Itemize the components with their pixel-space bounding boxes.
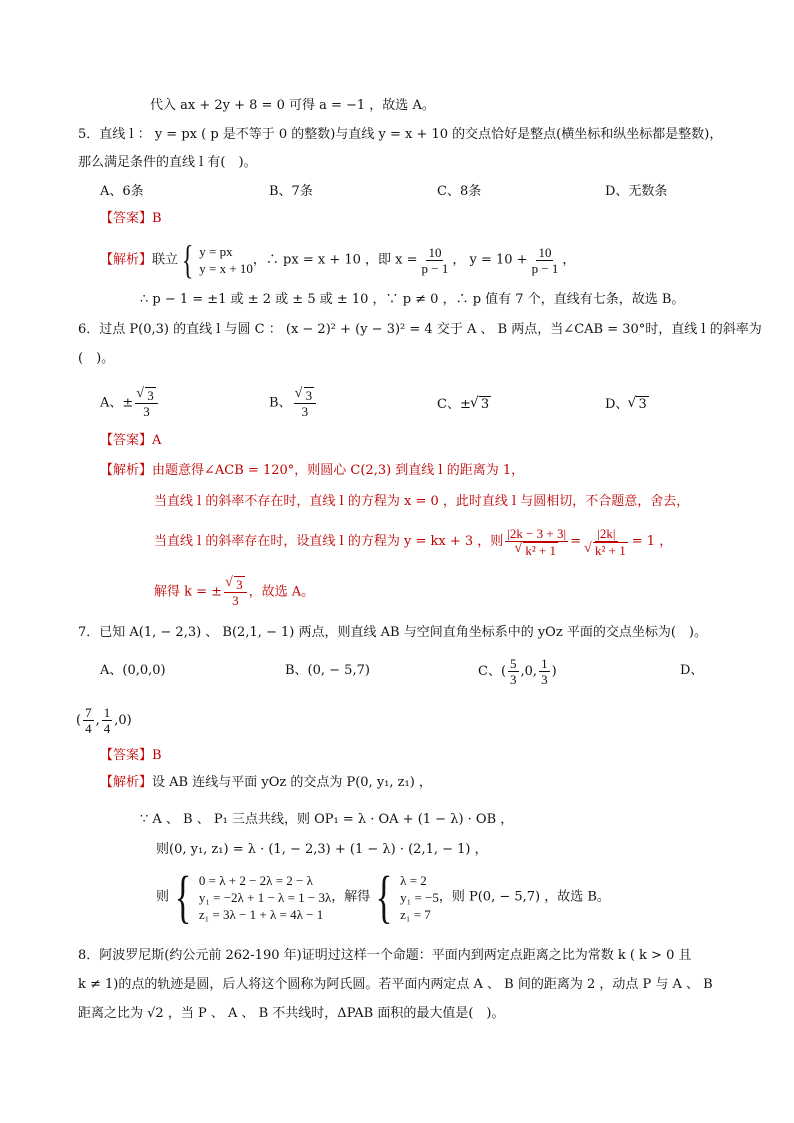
- q6-answer: 【答案】A: [100, 433, 162, 448]
- analysis-text: ，∴ px = x + 10 ，即 x =: [252, 252, 418, 268]
- equation-system: { 0 = λ + 2 − 2λ = 2 − λ y₁ = −2λ + 1 − λ = 1 − 3λ z₁ = 3λ − 1 + λ = 4λ − 1: [174, 864, 332, 929]
- analysis-label: 【解析】: [100, 252, 153, 268]
- q6-analysis-1: 【解析】由题意得∠ACB = 120°，则圆心 C(2,3) 到直线 l 的距离为 1，: [100, 463, 525, 478]
- q6-option-b: B、 √ $\frac{3}{3}$: [269, 387, 318, 419]
- question-8-line-1: 8．阿波罗尼斯(约公元前 262-190 年)证明过这样一个命题：平面内到两定点距离之比为常数 k ( k > 0 且: [78, 948, 692, 963]
- q6-analysis-4: 解得 k = ± √ $\frac{3}{3}$ ，故选 A。: [154, 576, 314, 608]
- q5-analysis-line-1: [100, 237, 576, 282]
- sys-row: y = x + 10: [199, 261, 253, 276]
- q5-option-c: C、8条: [437, 184, 482, 199]
- fraction: $\frac{10}{p - 1}$: [531, 244, 559, 276]
- question-5-stem-2: 那么满足条件的直线 l 有( )。: [78, 155, 257, 170]
- sys-lead: 联立: [152, 252, 179, 268]
- q7-analysis-3: 则(0, y₁, z₁) = λ · (1, − 2,3) + (1 − λ) · (2,1, − 1) ，: [156, 842, 488, 857]
- q7-option-b: B、(0, − 5,7): [285, 663, 370, 678]
- sys-row: y = px: [199, 244, 233, 259]
- question-8-line-2: k ≠ 1)的点的轨迹是圆，后人将这个圆称为阿氏圆。若平面内两定点 A 、 B 间的距离为 2 ，动点 P 与 A 、 B: [78, 977, 713, 992]
- q7-analysis-4: 则 { 0 = λ + 2 − 2λ = 2 − λ y₁ = −2λ + 1 − λ = 1 − 3λ z₁ = 3λ − 1 + λ = 4λ − 1 ，解得 { λ = 2 y₁ = −5 z₁ = 7 ，则 P(0, − 5,7) ，故选 B。: [156, 864, 610, 929]
- q7-option-d: D、: [680, 663, 704, 678]
- q5-option-d: D、无数条: [605, 184, 668, 199]
- q6-option-c: C、±√ 3: [437, 396, 491, 413]
- q7-option-d-value: ( $\frac{7}{4}$ , $\frac{1}{4}$ ,0): [76, 705, 132, 736]
- q6-analysis-3: 当直线 l 的斜率存在时，设直线 l 的方程为 y = kx + 3 ，则 |2k − 3 + 3| √ k² + 1 = |2k| √ k² + 1 = 1 ，: [154, 522, 672, 562]
- analysis-text: ，: [562, 252, 576, 268]
- equation-system: { y = px y = x + 10: [181, 237, 253, 282]
- q7-option-c: C、( $\frac{5}{3}$ ,0, $\frac{1}{3}$ ): [478, 656, 557, 687]
- analysis-text: ， y = 10 +: [452, 252, 528, 268]
- q6-analysis-2: 当直线 l 的斜率不存在时，直线 l 的方程为 x = 0 ，此时直线 l 与圆相切，不合题意，舍去，: [154, 494, 690, 509]
- q5-option-a: A、6条: [100, 184, 144, 199]
- q6-option-d: D、√ 3: [605, 396, 649, 413]
- question-6-stem-2: ( )。: [78, 351, 115, 366]
- q5-option-b: B、7条: [269, 184, 313, 199]
- question-6-stem-1: 6．过点 P(0,3) 的直线 l 与圆 C ： (x − 2)² + (y − 3)² = 4 交于 A 、 B 两点，当∠CAB = 30°时，直线 l 的斜率为: [78, 322, 762, 337]
- q7-analysis-2: ∵ A 、 B 、 P₁ 三点共线，则 OP₁ = λ · OA + (1 − λ) · OB ，: [140, 812, 514, 827]
- question-8-line-3: 距离之比为 √2 ，当 P 、 A 、 B 不共线时，ΔPAB 面积的最大值是( )。: [78, 1006, 505, 1021]
- q5-analysis-line-2: ∴ p − 1 = ±1 或 ± 2 或 ± 5 或 ± 10 ，∵ p ≠ 0 ，∴ p 值有 7 个，直线有七条，故选 B。: [140, 292, 685, 307]
- q7-answer: 【答案】B: [100, 748, 162, 763]
- q5-answer: 【答案】B: [100, 211, 162, 226]
- equation-system: { λ = 2 y₁ = −5 z₁ = 7: [375, 864, 439, 929]
- q7-option-a: A、(0,0,0): [100, 663, 166, 678]
- question-7-stem: 7．已知 A(1, − 2,3) 、 B(2,1, − 1) 两点，则直线 AB 与空间直角坐标系中的 yOz 平面的交点坐标为( )。: [78, 625, 707, 640]
- fraction: $\frac{10}{p - 1}$: [421, 244, 449, 276]
- question-5-stem-1: 5．直线 l ： y = px ( p 是不等于 0 的整数)与直线 y = x + 10 的交点恰好是整点(横坐标和纵坐标都是整数)，: [78, 127, 723, 142]
- q6-option-a: A、± √ $\frac{3}{3}$: [100, 387, 160, 419]
- q7-analysis-1: 【解析】设 AB 连线与平面 yOz 的交点为 P(0, y₁, z₁) ，: [100, 775, 432, 790]
- solution-continuation: 代入 ax + 2y + 8 = 0 可得 a = −1 ，故选 A。: [150, 98, 435, 113]
